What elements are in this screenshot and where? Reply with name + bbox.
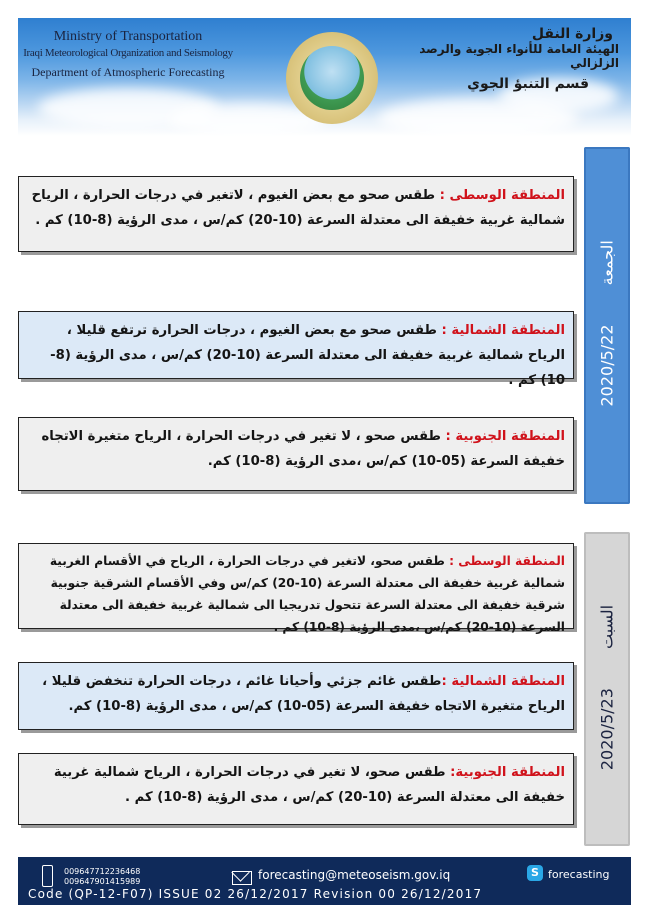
- date-sidebar-saturday: [584, 532, 630, 846]
- organization-name: Iraqi Meteorological Organization and Seismology: [23, 47, 233, 59]
- skype-icon: S: [527, 865, 543, 881]
- date-label: [598, 241, 617, 407]
- forecast-text: طقس غائم جزئي وأحيانا غائم ، درجات الحرارة تنخفض قليلا ، الرياح متغيرة الاتجاه خفيفة السرعة (05-10) كم/س ، مدى الرؤية (8-10) كم.: [42, 674, 565, 714]
- organization-name-ar: الهيئة العامة للأنواء الجوية والرصد الزلزالي: [419, 42, 619, 70]
- forecast-text: طقس صحو مع بعض الغيوم ، لاتغير في درجات الحرارة ، الرياح شمالية غربية خفيفة الى معتدلة السرعة (10-20) كم/س ، مدى الرؤية (8-10) كم .: [31, 188, 565, 228]
- date-value: 2020/5/22: [597, 324, 617, 407]
- forecast-text: طقس صحو، لا تغير في درجات الحرارة ، الرياح شمالية غربية خفيفة الى معتدلة السرعة (10-20) كم/س ، مدى الرؤية (8-10) كم .: [53, 765, 565, 805]
- header-banner: [18, 18, 631, 136]
- forecast-text: طقس صحو، لاتغير في درجات الحرارة ، الرياح في الأقسام الغربية شمالية غربية خفيفة الى معتدلة السرعة (10-20) كم/س وفي الأقسام الشرقية جنوبية شرقية خفيفة الى معتدلة السرعة تتحول تدريجيا الى شمالية غربية خفيفة الى معتدلة السرعة (10-20) كم/س ،مدى الرؤية (8-10) كم .: [49, 554, 565, 634]
- footer-bar: [18, 857, 631, 905]
- ministry-name-ar: وزارة النقل: [531, 26, 613, 42]
- skype-handle[interactable]: forecasting: [548, 868, 610, 881]
- forecast-box-central: [18, 176, 574, 252]
- region-label: المنطقة الوسطى :: [449, 554, 565, 568]
- forecast-box-northern: [18, 662, 574, 730]
- forecast-box-northern: [18, 311, 574, 388]
- header-english: [18, 28, 238, 81]
- phone-number: 009647712236468: [64, 867, 141, 876]
- forecast-box-southern: [18, 753, 574, 825]
- document-code: Code (QP-12-F07) ISSUE 02 26/12/2017 Revision 00 26/12/2017: [28, 887, 483, 901]
- region-label: المنطقة الجنوبية:: [450, 765, 565, 780]
- date-label: [598, 605, 617, 771]
- department-name-ar: قسم التنبؤ الجوي: [467, 76, 589, 92]
- ministry-name: Ministry of Transportation: [53, 29, 203, 44]
- forecast-text: طقس صحو ، لا تغير في درجات الحرارة ، الرياح متغيرة الاتجاه خفيفة السرعة (05-10) كم/س ،مدى الرؤية (8-10) كم.: [41, 429, 565, 469]
- phone-number: 009647901415989: [64, 877, 141, 886]
- date-value: 2020/5/23: [597, 688, 617, 771]
- organization-logo: [286, 32, 378, 124]
- phone-icon: [42, 865, 53, 887]
- phone-numbers: [64, 867, 140, 887]
- email-icon: [232, 871, 252, 885]
- forecast-box-central: [18, 543, 574, 634]
- email-address[interactable]: forecasting@meteoseism.gov.iq: [258, 868, 451, 882]
- header-arabic: [409, 26, 619, 92]
- forecast-box-southern: [18, 417, 574, 491]
- day-name: السبت: [597, 604, 617, 649]
- region-label: المنطقة الشمالية :: [441, 323, 565, 338]
- date-sidebar-friday: [584, 147, 630, 504]
- region-label: المنطقة الوسطى :: [439, 188, 565, 203]
- department-name: Department of Atmospheric Forecasting: [31, 65, 225, 79]
- region-label: المنطقة الشمالية :: [441, 674, 565, 689]
- region-label: المنطقة الجنوبية :: [445, 429, 565, 444]
- day-name: الجمعة: [597, 240, 617, 286]
- forecast-text: طقس صحو مع بعض الغيوم ، درجات الحرارة ترتفع قليلا ، الرياح شمالية غربية خفيفة الى معتدلة السرعة (10-20) كم/س ، مدى الرؤية (8-10) كم .: [50, 323, 565, 388]
- logo-emblem-icon: [300, 46, 364, 110]
